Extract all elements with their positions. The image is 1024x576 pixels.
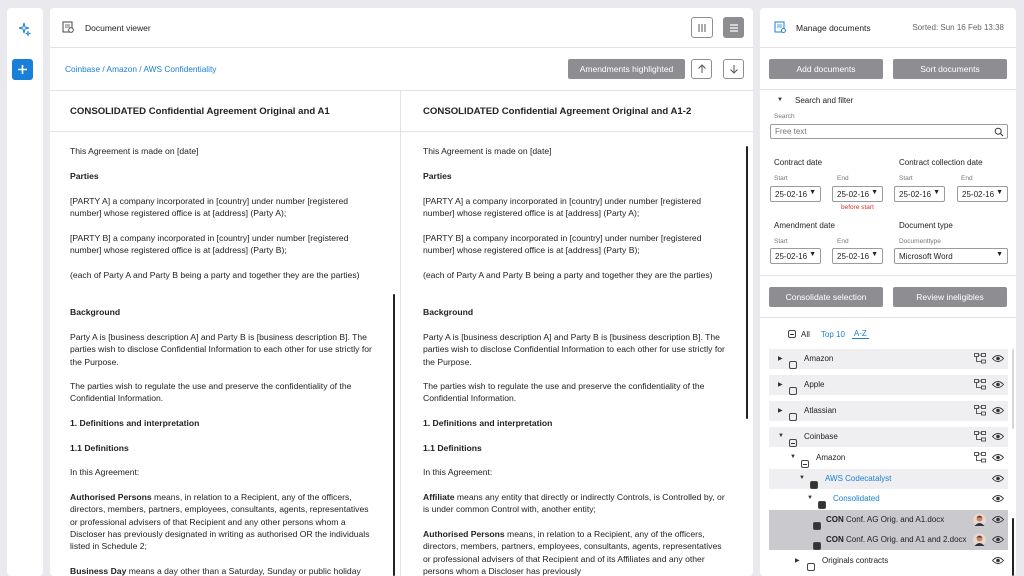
search-label: Search bbox=[774, 113, 795, 120]
plus-icon bbox=[17, 64, 28, 75]
avatar bbox=[973, 513, 986, 527]
eye-icon[interactable] bbox=[992, 534, 1004, 545]
amendment-start-select[interactable] bbox=[770, 248, 821, 264]
tree-label bbox=[826, 535, 967, 544]
divider bbox=[760, 275, 1016, 276]
collection-start-value: 25-02-16 bbox=[899, 189, 932, 199]
right-p7: Party A is [business description A] and Party B is [business description B]. The parties wish to disclose Confidential Information to each other for use strictly for the Purpose. bbox=[423, 332, 725, 367]
tree-label: Coinbase bbox=[804, 432, 838, 441]
tree-checkbox[interactable] bbox=[810, 481, 818, 489]
tree-checkbox[interactable] bbox=[801, 460, 809, 468]
tree-checkbox[interactable] bbox=[789, 439, 797, 447]
right-p6: Background bbox=[423, 307, 474, 317]
eye-icon[interactable] bbox=[992, 379, 1004, 390]
right-p13-text: means, in relation to a Recipient, any of the officers, directors, members, partners, employees, consultants, agents, representatives or professional advisers of that Recipient and of its Affiliates and any other persons whom a Discloser has previously bbox=[423, 529, 722, 576]
contract-end-value: 25-02-16 bbox=[837, 189, 870, 199]
date-error: before start bbox=[841, 204, 874, 211]
manage-documents-icon bbox=[774, 21, 787, 34]
viewer-title: Document viewer bbox=[85, 23, 151, 33]
right-p12 bbox=[423, 491, 728, 516]
amendment-end-value: 25-02-16 bbox=[837, 251, 870, 261]
eye-icon[interactable] bbox=[992, 431, 1004, 442]
collapse-icon[interactable]: ▼ bbox=[799, 475, 805, 481]
tree-row-coinbase[interactable] bbox=[769, 427, 1008, 447]
manager-header-divider bbox=[760, 47, 1016, 48]
right-p12-text: means any entity that directly or indirectly Controls, is Controlled by, or is under common Control with, another entity; bbox=[423, 492, 725, 515]
breadcrumb bbox=[65, 64, 216, 74]
breadcrumb-coinbase[interactable]: Coinbase bbox=[65, 64, 101, 74]
end-label: End bbox=[837, 175, 849, 182]
tree-row-aws-codecatalyst[interactable] bbox=[769, 469, 1008, 489]
divider bbox=[760, 89, 1016, 90]
left-p12-text: means, in relation to a Recipient, any of the officers, directors, members, partners, employees, consultants, agents, representatives or professional advisers of that Recipient and any other persons whom a Discloser has previously designated in writing as authorised OR the individuals listed in Schedule 2; bbox=[70, 492, 370, 552]
con-tag: CON bbox=[826, 535, 844, 544]
breadcrumb-amazon[interactable]: Amazon bbox=[106, 64, 137, 74]
right-p13-term: Authorised Persons bbox=[423, 529, 505, 539]
eye-icon[interactable] bbox=[992, 405, 1004, 416]
left-p12-term: Authorised Persons bbox=[70, 492, 152, 502]
tree-tabs bbox=[788, 329, 869, 339]
chevron-down-icon: ▼ bbox=[871, 251, 878, 258]
search-placeholder: Free text bbox=[775, 127, 807, 136]
left-p4: [PARTY B] a company incorporated in [country] under number [registered number] whose registered office is at [address] (Party B); bbox=[70, 233, 349, 256]
eye-icon[interactable] bbox=[992, 514, 1004, 525]
tab-top10[interactable]: Top 10 bbox=[820, 329, 845, 339]
chevron-down-icon: ▼ bbox=[996, 251, 1003, 258]
document-viewer-icon bbox=[62, 21, 75, 34]
tree-label: Amazon bbox=[816, 453, 846, 462]
right-document-title: CONSOLIDATED Confidential Agreement Original and A1-2 bbox=[423, 106, 692, 117]
tree-scrollbar-track[interactable] bbox=[1012, 349, 1014, 429]
amendment-date-label: Amendment date bbox=[774, 221, 835, 230]
expand-icon[interactable]: ▶ bbox=[778, 408, 783, 414]
review-ineligibles-button[interactable]: Review ineligibles bbox=[893, 287, 1007, 307]
right-p10: 1.1 Definitions bbox=[423, 443, 482, 453]
filter-title: Search and filter bbox=[795, 96, 854, 105]
select-all-checkbox[interactable] bbox=[788, 330, 796, 338]
expand-icon[interactable]: ▶ bbox=[778, 382, 783, 388]
manager-title: Manage documents bbox=[796, 23, 871, 33]
end-label: End bbox=[961, 175, 973, 182]
tree-row-coinbase-amazon[interactable] bbox=[769, 448, 1008, 468]
consolidate-selection-button[interactable]: Consolidate selection bbox=[769, 287, 883, 307]
expand-icon[interactable]: ▶ bbox=[795, 558, 800, 564]
amendment-end-select[interactable] bbox=[832, 248, 883, 264]
arrow-down-icon bbox=[729, 64, 739, 74]
left-p1: This Agreement is made on [date] bbox=[70, 146, 199, 156]
avatar bbox=[973, 533, 986, 547]
collection-start-select[interactable] bbox=[894, 186, 945, 202]
tree-checkbox[interactable] bbox=[818, 501, 826, 509]
chevron-down-icon: ▼ bbox=[996, 189, 1003, 196]
collapse-icon[interactable]: ▼ bbox=[790, 454, 796, 460]
eye-icon[interactable] bbox=[992, 452, 1004, 463]
eye-icon[interactable] bbox=[992, 473, 1004, 484]
tree-checkbox[interactable] bbox=[813, 542, 821, 550]
tree-label bbox=[826, 515, 944, 524]
search-icon[interactable] bbox=[994, 127, 1004, 137]
start-label: Start bbox=[899, 175, 913, 182]
hierarchy-icon[interactable] bbox=[974, 353, 986, 364]
left-p10: 1.1 Definitions bbox=[70, 443, 129, 453]
left-p5: (each of Party A and Party B being a party and together they are the parties) bbox=[70, 270, 360, 280]
tree-checkbox[interactable] bbox=[789, 361, 797, 369]
right-p3: [PARTY A] a company incorporated in [country] under number [registered number] whose registered office is at [address] (Party A); bbox=[423, 196, 702, 219]
tree-row-atlassian[interactable] bbox=[769, 401, 1008, 421]
left-p11: In this Agreement: bbox=[70, 467, 140, 477]
tree-checkbox[interactable] bbox=[789, 413, 797, 421]
arrow-up-icon bbox=[697, 64, 707, 74]
start-label: Start bbox=[774, 238, 788, 245]
sorted-timestamp: Sorted: Sun 16 Feb 13:38 bbox=[912, 23, 1004, 32]
tab-all[interactable]: All bbox=[801, 329, 810, 339]
right-scrollbar[interactable] bbox=[746, 146, 748, 419]
list-view-button[interactable] bbox=[723, 17, 744, 38]
collection-end-select[interactable] bbox=[957, 186, 1008, 202]
left-p9: 1. Definitions and interpretation bbox=[70, 418, 200, 428]
columns-view-button[interactable] bbox=[691, 17, 713, 38]
tree-label: Consolidated bbox=[833, 494, 880, 503]
tree-row-document[interactable] bbox=[769, 530, 1008, 550]
right-p1: This Agreement is made on [date] bbox=[423, 146, 552, 156]
breadcrumb-separator: / bbox=[100, 64, 107, 74]
eye-icon[interactable] bbox=[992, 555, 1004, 566]
right-p4: [PARTY B] a company incorporated in [country] under number [registered number] whose registered office is at [address] (Party B); bbox=[423, 233, 702, 256]
contract-date-label: Contract date bbox=[774, 158, 823, 167]
tree-row-amazon[interactable] bbox=[769, 349, 1008, 369]
left-p12 bbox=[70, 491, 375, 552]
expand-icon[interactable]: ▶ bbox=[778, 356, 783, 362]
columns-icon bbox=[697, 23, 707, 33]
heading-divider bbox=[50, 131, 753, 132]
left-p6: Background bbox=[70, 307, 121, 317]
collapse-filter-icon[interactable]: ▼ bbox=[777, 97, 783, 103]
right-p2: Parties bbox=[423, 171, 452, 181]
sort-documents-button[interactable]: Sort documents bbox=[893, 59, 1007, 79]
tree-checkbox[interactable] bbox=[789, 387, 797, 395]
right-p12-term: Affiliate bbox=[423, 492, 455, 502]
hierarchy-icon[interactable] bbox=[974, 405, 986, 416]
tree-row-document[interactable] bbox=[769, 510, 1008, 530]
manage-documents-panel bbox=[760, 8, 1016, 576]
hierarchy-icon[interactable] bbox=[974, 452, 986, 463]
tree-scrollbar[interactable] bbox=[1012, 518, 1014, 576]
tree-label: Atlassian bbox=[804, 406, 837, 415]
tree-row-consolidated[interactable] bbox=[769, 489, 1008, 509]
left-document-title: CONSOLIDATED Confidential Agreement Original and A1 bbox=[70, 106, 330, 117]
content-divider bbox=[50, 90, 753, 91]
tree-label: Originals contracts bbox=[822, 556, 889, 565]
left-p13 bbox=[70, 565, 375, 576]
collection-date-label: Contract collection date bbox=[899, 158, 983, 167]
chevron-down-icon: ▼ bbox=[871, 189, 878, 196]
column-divider bbox=[400, 90, 401, 576]
end-label: End bbox=[837, 238, 849, 245]
menu-icon bbox=[729, 23, 739, 33]
tree-checkbox[interactable] bbox=[807, 563, 815, 571]
breadcrumb-aws[interactable]: AWS Confidentiality bbox=[143, 64, 217, 74]
breadcrumb-separator: / bbox=[136, 64, 144, 74]
header-divider bbox=[50, 47, 753, 48]
contract-start-value: 25-02-16 bbox=[775, 189, 808, 199]
document-type-value: Microsoft Word bbox=[899, 251, 953, 261]
right-p11: In this Agreement: bbox=[423, 467, 493, 477]
tree-row-apple[interactable] bbox=[769, 375, 1008, 395]
right-p8: The parties wish to regulate the use and preserve the confidentiality of the Confidential Information. bbox=[423, 381, 705, 404]
left-p8: The parties wish to regulate the use and preserve the confidentiality of the Confidential Information. bbox=[70, 381, 352, 404]
eye-icon[interactable] bbox=[992, 353, 1004, 364]
right-p9: 1. Definitions and interpretation bbox=[423, 418, 553, 428]
left-rail bbox=[7, 8, 43, 576]
left-p13-text: means a day other than a Saturday, Sunday or public holiday bbox=[126, 566, 361, 576]
eye-icon[interactable] bbox=[992, 493, 1004, 504]
document-viewer bbox=[50, 8, 753, 576]
tree-label: Apple bbox=[804, 380, 825, 389]
amendments-highlighted-button[interactable]: Amendments highlighted bbox=[568, 59, 685, 79]
left-p3: [PARTY A] a company incorporated in [country] under number [registered number] whose registered office is at [address] (Party A); bbox=[70, 196, 349, 219]
tab-az[interactable]: A-Z bbox=[853, 329, 867, 338]
chevron-down-icon: ▼ bbox=[933, 189, 940, 196]
document-type-label: Document type bbox=[899, 221, 953, 230]
divider bbox=[760, 317, 1016, 318]
tree-row-originals[interactable] bbox=[769, 551, 1008, 571]
start-label: Start bbox=[774, 175, 788, 182]
left-p2: Parties bbox=[70, 171, 99, 181]
left-scrollbar[interactable] bbox=[393, 294, 395, 576]
hierarchy-icon[interactable] bbox=[974, 431, 986, 442]
search-input[interactable] bbox=[770, 124, 1008, 139]
contract-start-select[interactable] bbox=[770, 186, 821, 202]
collapse-icon[interactable]: ▼ bbox=[807, 495, 813, 501]
left-p7: Party A is [business description A] and Party B is [business description B]. The parties wish to disclose Confidential Information to each other for use strictly for the Purpose. bbox=[70, 332, 372, 367]
next-amendment-button[interactable] bbox=[723, 59, 744, 79]
sparkle-icon[interactable] bbox=[16, 21, 32, 37]
chevron-down-icon: ▼ bbox=[809, 251, 816, 258]
collapse-icon[interactable]: ▼ bbox=[778, 433, 784, 439]
hierarchy-icon[interactable] bbox=[974, 379, 986, 390]
amendment-start-value: 25-02-16 bbox=[775, 251, 808, 261]
documenttype-label: Documenttype bbox=[899, 238, 941, 245]
chevron-down-icon: ▼ bbox=[809, 189, 816, 196]
document-type-select[interactable] bbox=[894, 248, 1008, 264]
left-p13-term: Business Day bbox=[70, 566, 127, 576]
add-documents-button[interactable]: Add documents bbox=[769, 59, 883, 79]
tree-label: AWS Codecatalyst bbox=[825, 474, 892, 483]
right-p13 bbox=[423, 528, 728, 576]
add-button[interactable] bbox=[12, 59, 33, 80]
doc-filename: Conf. AG Orig. and A1.docx bbox=[846, 515, 945, 524]
right-p5: (each of Party A and Party B being a party and together they are the parties) bbox=[423, 270, 713, 280]
tree-label: Amazon bbox=[804, 354, 834, 363]
contract-end-select[interactable] bbox=[832, 186, 883, 202]
collection-end-value: 25-02-16 bbox=[962, 189, 995, 199]
con-tag: CON bbox=[826, 515, 844, 524]
previous-amendment-button[interactable] bbox=[691, 59, 712, 79]
tree-checkbox[interactable] bbox=[813, 522, 821, 530]
doc-filename: Conf. AG Orig. and A1 and 2.docx bbox=[846, 535, 967, 544]
